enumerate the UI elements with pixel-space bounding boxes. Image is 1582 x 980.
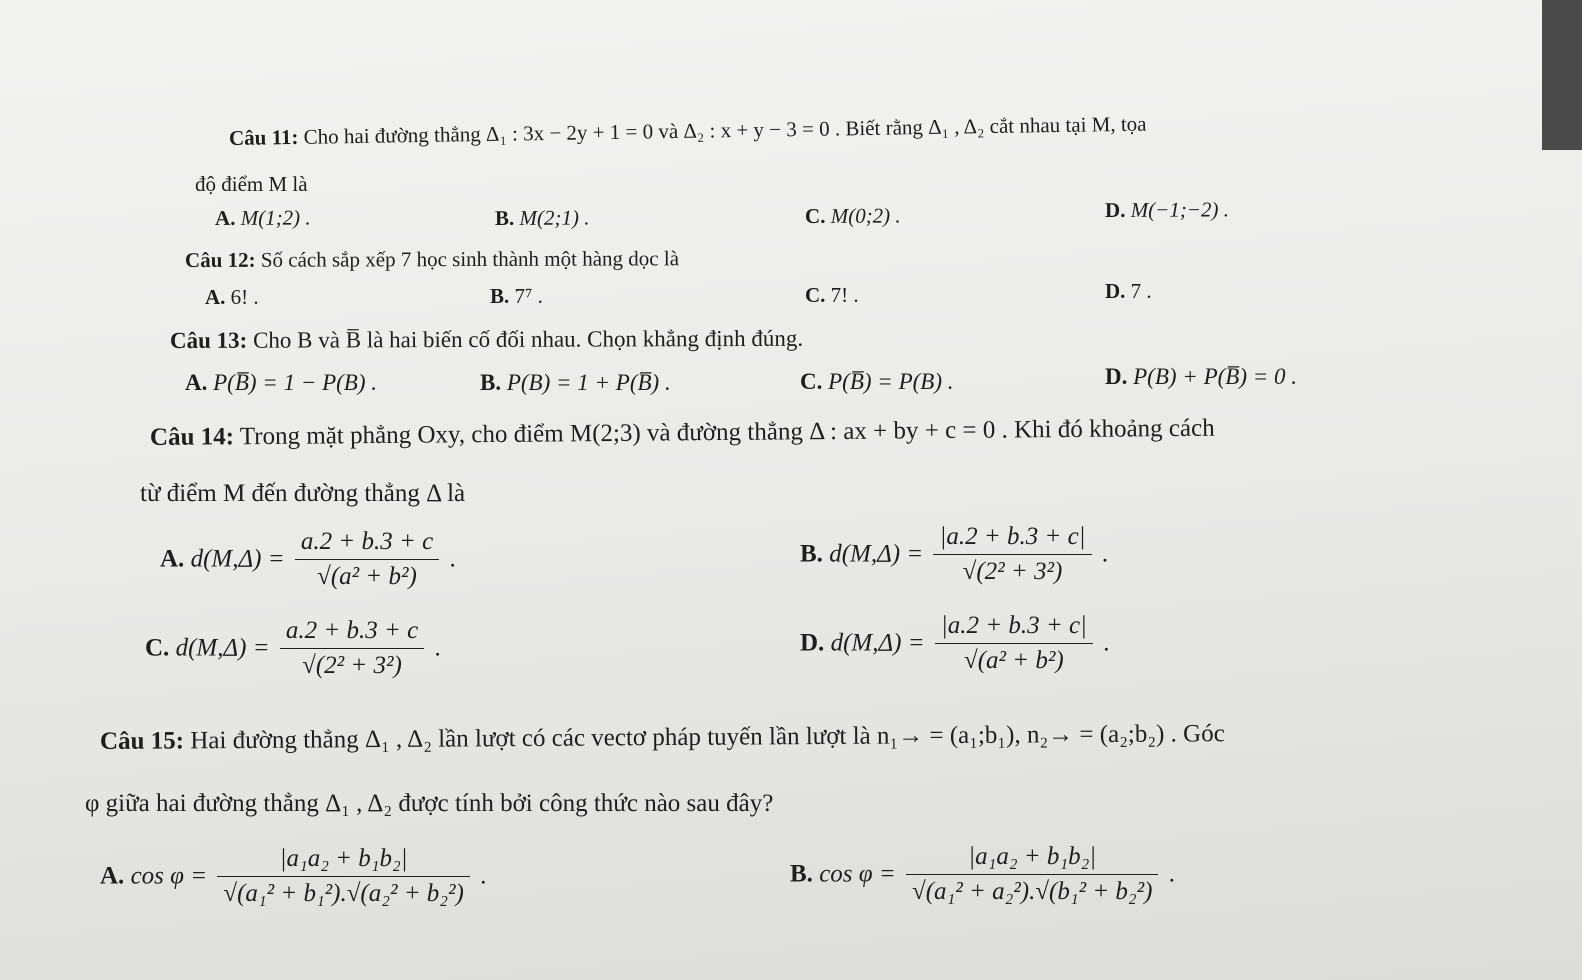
fraction-denominator: √(a² + b²)	[964, 647, 1064, 674]
option-text: 7 .	[1130, 279, 1152, 303]
fraction-denominator: √(a₁² + a₂²).√(b₁² + b₂²)	[911, 878, 1153, 905]
option-label: B.	[790, 860, 813, 888]
option-tail: .	[434, 634, 441, 662]
option-text: 7⁷ .	[514, 284, 543, 308]
option-text: M(2;1) .	[519, 205, 590, 230]
option-label: D.	[1105, 364, 1128, 389]
option-label: B.	[800, 540, 823, 568]
question-15-continuation	[85, 790, 773, 818]
option-label: A.	[185, 370, 208, 395]
option-lhs: d(M,Δ) =	[829, 540, 924, 568]
option-text: M(0;2) .	[830, 203, 901, 228]
option-tail: .	[1168, 860, 1175, 888]
fraction	[280, 617, 424, 680]
q12-option-b	[490, 284, 543, 309]
question-label: Câu 11:	[228, 124, 299, 150]
option-label: C.	[145, 634, 170, 662]
q12-option-a	[205, 285, 259, 310]
fraction-denominator: √(2² + 3²)	[302, 652, 402, 679]
option-label: B.	[480, 370, 502, 395]
question-14	[150, 415, 1215, 452]
option-text: 7! .	[830, 283, 859, 307]
q14-option-d	[800, 612, 1109, 675]
option-text: P(B̅) = P(B) .	[828, 369, 954, 394]
q11-option-d	[1105, 197, 1229, 223]
q11-option-b	[495, 206, 590, 231]
q11-option-a	[215, 205, 311, 231]
q14-option-a	[160, 528, 456, 591]
option-tail: .	[449, 545, 456, 573]
question-text: φ giữa hai đường thẳng Δ₁ , Δ₂ được tính bởi công thức nào sau đây?	[85, 790, 774, 817]
question-12	[185, 246, 679, 273]
q13-option-b	[480, 370, 671, 396]
option-label: A.	[214, 205, 236, 230]
fraction-denominator: √(a² + b²)	[317, 563, 417, 590]
question-text: từ điểm M đến đường thẳng Δ là	[140, 480, 466, 507]
option-label: D.	[1104, 197, 1126, 222]
option-tail: .	[480, 862, 487, 890]
question-text: Cho B và B̅ là hai biến cố đối nhau. Chọn khẳng định đúng.	[253, 325, 804, 353]
fraction	[295, 528, 439, 591]
option-label: C.	[800, 369, 823, 394]
option-text: M(1;2) .	[240, 205, 311, 230]
fraction	[935, 612, 1093, 675]
q11-option-c	[805, 203, 901, 229]
question-label: Câu 13:	[169, 327, 248, 353]
q13-option-d	[1105, 364, 1297, 390]
option-label: C.	[804, 203, 826, 228]
q12-option-c	[805, 283, 859, 308]
question-label: Câu 15:	[99, 727, 185, 755]
question-label: Câu 14:	[149, 423, 235, 451]
question-text: Hai đường thẳng Δ₁ , Δ₂ lần lượt có các vectơ pháp tuyến lần lượt là n₁→ = (a₁;b₁), n₂→ = (a₂;b₂) . Góc	[190, 720, 1225, 755]
option-label: A.	[100, 862, 125, 890]
question-11-continuation	[195, 172, 308, 197]
option-label: B.	[490, 284, 510, 308]
fraction	[906, 843, 1158, 906]
question-text: độ điểm M là	[195, 172, 308, 196]
option-text: M(−1;−2) .	[1130, 197, 1230, 222]
fraction-numerator: |a.2 + b.3 + c|	[935, 612, 1093, 644]
option-lhs: cos φ =	[819, 860, 896, 888]
q14-option-c	[145, 617, 441, 680]
option-label: A.	[160, 545, 185, 573]
question-text: Số cách sắp xếp 7 học sinh thành một hàng dọc là	[260, 246, 680, 272]
fraction-numerator: |a.2 + b.3 + c|	[933, 523, 1091, 555]
option-label: C.	[805, 283, 826, 307]
option-label: D.	[800, 629, 825, 657]
q13-option-c	[800, 369, 953, 395]
option-lhs: cos φ =	[130, 862, 208, 890]
q15-option-b	[790, 843, 1175, 906]
fraction-denominator: √(2² + 3²)	[962, 558, 1063, 585]
option-lhs: d(M,Δ) =	[830, 629, 925, 657]
question-13	[170, 326, 803, 354]
fraction	[217, 845, 469, 908]
question-label: Câu 12:	[184, 247, 256, 272]
fraction-numerator: a.2 + b.3 + c	[280, 617, 424, 649]
fraction-denominator: √(a₁² + b₁²).√(a₂² + b₂²)	[223, 880, 464, 907]
question-11	[229, 112, 1147, 151]
option-lhs: d(M,Δ) =	[175, 634, 270, 662]
option-tail: .	[1103, 629, 1110, 657]
option-text: P(B) + P(B̅) = 0 .	[1133, 364, 1297, 389]
q15-option-a	[100, 845, 486, 908]
option-text: P(B̅) = 1 − P(B) .	[213, 370, 377, 395]
fraction-numerator: a.2 + b.3 + c	[295, 528, 439, 560]
question-text: Cho hai đường thẳng Δ₁ : 3x − 2y + 1 = 0 và Δ₂ : x + y − 3 = 0 . Biết rằng Δ₁ , Δ₂ cắt nhau tại M, tọa	[303, 111, 1147, 149]
option-label: A.	[205, 285, 226, 309]
question-text: Trong mặt phẳng Oxy, cho điểm M(2;3) và đường thẳng Δ : ax + by + c = 0 . Khi đó khoảng cách	[239, 414, 1215, 451]
question-15	[100, 720, 1225, 756]
option-lhs: d(M,Δ) =	[190, 545, 285, 573]
fraction-numerator: |a₁a₂ + b₁b₂|	[217, 845, 469, 877]
option-label: B.	[494, 205, 515, 230]
q12-option-d	[1105, 279, 1152, 304]
fraction-numerator: |a₁a₂ + b₁b₂|	[906, 843, 1158, 875]
q14-option-b	[800, 523, 1108, 586]
option-text: 6! .	[230, 285, 259, 309]
q13-option-a	[185, 370, 377, 396]
question-14-continuation	[140, 480, 465, 508]
option-tail: .	[1101, 540, 1109, 568]
fraction	[933, 523, 1091, 586]
option-text: P(B) = 1 + P(B̅) .	[506, 370, 671, 395]
option-label: D.	[1105, 279, 1126, 303]
